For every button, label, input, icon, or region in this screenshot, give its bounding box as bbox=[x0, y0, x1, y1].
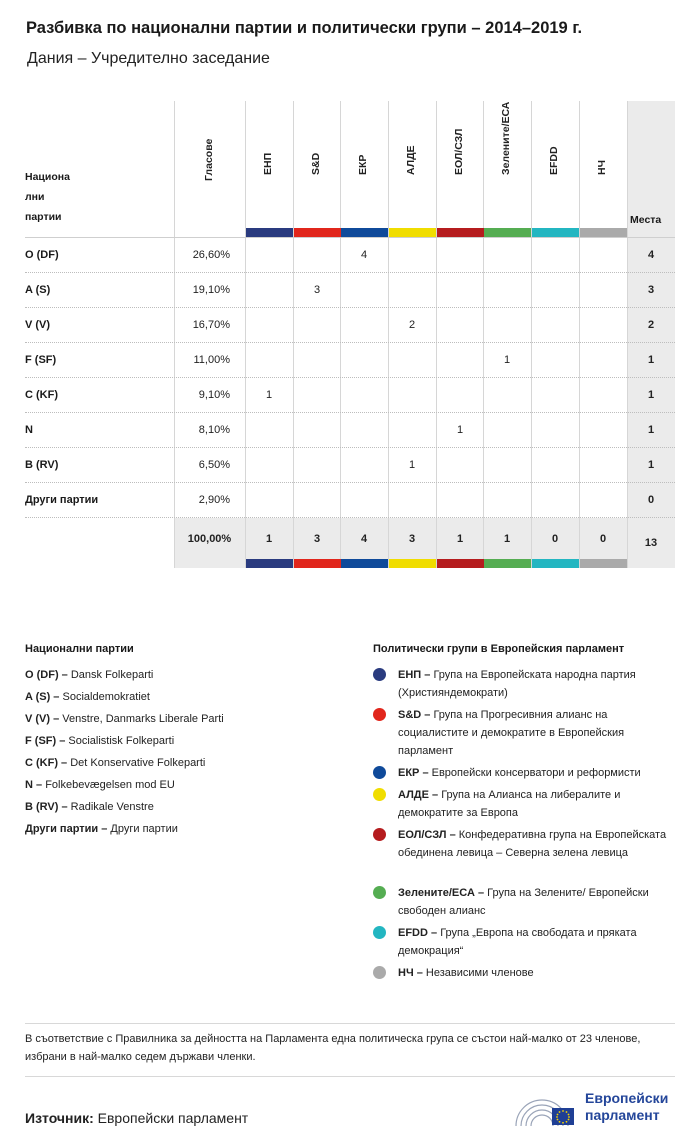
group-color-stripe bbox=[341, 228, 388, 237]
seat-count-cell bbox=[436, 237, 484, 272]
group-color-stripe bbox=[246, 559, 293, 568]
group-header-3: ЕКР bbox=[357, 154, 369, 175]
national-party-code: V (V) – bbox=[25, 713, 60, 725]
political-group-name: Група на Алианса на либералите и демократите за Европа bbox=[398, 789, 621, 819]
political-group-name: Независими членове bbox=[425, 967, 534, 979]
group-total-cell: 1 bbox=[503, 532, 511, 545]
group-header-2: S&D bbox=[310, 152, 322, 175]
seat-count-cell bbox=[293, 342, 341, 377]
seat-count-cell bbox=[436, 447, 484, 482]
votes-cell: 8,10% bbox=[198, 423, 230, 436]
seats-total-cell: 1 bbox=[647, 423, 655, 436]
group-header-5: ЕОЛ/СЗЛ bbox=[453, 128, 465, 175]
seat-count-cell: 1 bbox=[503, 353, 511, 366]
group-color-stripe bbox=[389, 559, 436, 568]
page-title: Разбивка по национални партии и политически групи – 2014–2019 г. bbox=[26, 19, 583, 37]
group-color-dot-icon bbox=[373, 966, 386, 979]
seat-count-cell bbox=[293, 307, 341, 342]
seat-count-cell: 3 bbox=[313, 283, 321, 296]
seats-total-cell: 2 bbox=[647, 318, 655, 331]
national-party-item bbox=[25, 801, 154, 813]
seat-count-cell bbox=[531, 412, 579, 447]
party-row-label: O (DF) bbox=[25, 248, 59, 261]
seat-count-cell: 1 bbox=[408, 458, 416, 471]
seat-count-cell bbox=[388, 377, 436, 412]
group-color-dot-icon bbox=[373, 668, 386, 681]
seat-count-cell bbox=[293, 447, 341, 482]
seat-count-cell bbox=[340, 342, 388, 377]
political-group-item bbox=[373, 786, 678, 826]
group-total-cell: 1 bbox=[456, 532, 464, 545]
political-group-code: НЧ – bbox=[398, 967, 423, 979]
seat-count-cell bbox=[579, 342, 627, 377]
seat-count-cell bbox=[436, 342, 484, 377]
group-color-stripe bbox=[389, 228, 436, 237]
political-group-item bbox=[373, 826, 678, 866]
national-party-code: C (KF) – bbox=[25, 757, 68, 769]
seat-count-cell: 2 bbox=[408, 318, 416, 331]
party-header-line: Национа bbox=[25, 171, 70, 183]
political-group-text bbox=[398, 706, 678, 760]
group-color-stripe bbox=[580, 559, 627, 568]
votes-cell: 11,00% bbox=[193, 353, 230, 366]
seat-count-cell: 1 bbox=[456, 423, 464, 436]
seats-total-cell: 1 bbox=[647, 353, 655, 366]
party-column-header bbox=[25, 167, 70, 227]
group-color-stripe bbox=[341, 559, 388, 568]
political-group-name: Група на Прогресивния алианс на социалистите и демократите в Европейския парламент bbox=[398, 709, 625, 757]
group-color-dot-icon bbox=[373, 708, 386, 721]
group-total-cell: 4 bbox=[360, 532, 368, 545]
seat-count-cell: 1 bbox=[265, 388, 273, 401]
parliament-hemicycle-icon bbox=[514, 1090, 576, 1130]
seat-count-cell bbox=[531, 482, 579, 517]
group-header-4: АЛДЕ bbox=[405, 145, 417, 175]
logo-line1: Европейски bbox=[585, 1090, 669, 1106]
seat-count-cell bbox=[483, 307, 531, 342]
political-group-item bbox=[373, 964, 678, 1004]
party-row-label: Други партии bbox=[25, 493, 99, 506]
group-total-cell: 0 bbox=[551, 532, 559, 545]
seat-count-cell bbox=[340, 307, 388, 342]
seat-count-cell bbox=[579, 237, 627, 272]
results-table bbox=[25, 101, 675, 568]
group-color-stripe bbox=[437, 559, 484, 568]
party-header-line: лни bbox=[25, 191, 45, 203]
seats-column-header: Места bbox=[630, 214, 662, 226]
seat-count-cell bbox=[245, 447, 293, 482]
political-group-name: Група на Зелените/ Европейски свободен алианс bbox=[398, 887, 649, 917]
political-group-text bbox=[398, 764, 678, 782]
political-group-text bbox=[398, 666, 678, 702]
seat-count-cell bbox=[531, 307, 579, 342]
group-color-stripe bbox=[484, 559, 531, 568]
group-total-cell: 1 bbox=[265, 532, 273, 545]
seat-count-cell bbox=[436, 272, 484, 307]
seat-count-cell bbox=[436, 307, 484, 342]
political-group-code: ЕКР – bbox=[398, 767, 429, 779]
seats-total-cell: 0 bbox=[647, 493, 655, 506]
seat-count-cell bbox=[388, 342, 436, 377]
party-header-line: партии bbox=[25, 211, 62, 223]
political-group-item bbox=[373, 884, 678, 924]
group-color-stripe bbox=[532, 559, 579, 568]
national-party-item bbox=[25, 779, 175, 791]
political-group-text bbox=[398, 964, 678, 982]
seat-count-cell bbox=[340, 272, 388, 307]
political-group-code: ЕОЛ/СЗЛ – bbox=[398, 829, 456, 841]
group-header-6: Зелените/ЕСА bbox=[500, 101, 512, 175]
seat-count-cell bbox=[388, 237, 436, 272]
logo-line2: парламент bbox=[585, 1107, 660, 1123]
group-color-stripe bbox=[246, 228, 293, 237]
seat-count-cell bbox=[388, 272, 436, 307]
political-group-name: Европейски консерватори и реформисти bbox=[431, 767, 641, 779]
seats-total-cell: 1 bbox=[647, 388, 655, 401]
seat-count-cell bbox=[293, 412, 341, 447]
seats-total-cell: 4 bbox=[647, 248, 655, 261]
political-group-code: EFDD – bbox=[398, 927, 438, 939]
party-row-label: N bbox=[25, 423, 33, 436]
national-party-name: Venstre, Danmarks Liberale Parti bbox=[62, 713, 224, 725]
seat-count-cell bbox=[293, 482, 341, 517]
national-party-name: Radikale Venstre bbox=[70, 801, 154, 813]
group-total-cell: 3 bbox=[313, 532, 321, 545]
divider bbox=[25, 1076, 675, 1077]
seat-count-cell bbox=[531, 447, 579, 482]
group-header-7: EFDD bbox=[548, 146, 560, 175]
group-color-stripe bbox=[294, 228, 341, 237]
seat-count-cell bbox=[388, 482, 436, 517]
party-row-label: C (KF) bbox=[25, 388, 58, 401]
group-color-stripe bbox=[437, 228, 484, 237]
votes-cell: 9,10% bbox=[198, 388, 230, 401]
votes-cell: 2,90% bbox=[198, 493, 230, 506]
seat-count-cell: 4 bbox=[360, 248, 368, 261]
seat-count-cell bbox=[340, 482, 388, 517]
seat-count-cell bbox=[483, 272, 531, 307]
seat-count-cell bbox=[245, 237, 293, 272]
seat-count-cell bbox=[245, 412, 293, 447]
party-row-label: B (RV) bbox=[25, 458, 59, 471]
seat-count-cell bbox=[531, 377, 579, 412]
seat-count-cell bbox=[483, 482, 531, 517]
national-party-name: Socialdemokratiet bbox=[62, 691, 150, 703]
party-row-label: A (S) bbox=[25, 283, 51, 296]
national-party-name: Други партии bbox=[110, 823, 178, 835]
seat-count-cell bbox=[245, 272, 293, 307]
seat-count-cell bbox=[579, 482, 627, 517]
group-total-cell: 0 bbox=[599, 532, 607, 545]
national-parties-title: Национални партии bbox=[25, 643, 134, 655]
national-party-code: B (RV) – bbox=[25, 801, 68, 813]
national-party-code: O (DF) – bbox=[25, 669, 68, 681]
political-group-code: S&D – bbox=[398, 709, 431, 721]
group-color-stripe bbox=[532, 228, 579, 237]
seat-count-cell bbox=[483, 447, 531, 482]
page-subtitle: Дания – Учредително заседание bbox=[27, 50, 270, 67]
group-color-stripe bbox=[294, 559, 341, 568]
source-line bbox=[25, 1110, 248, 1126]
political-group-item bbox=[373, 924, 678, 964]
seat-count-cell bbox=[340, 412, 388, 447]
seat-count-cell bbox=[245, 342, 293, 377]
group-color-stripe bbox=[580, 228, 627, 237]
source-value: Европейски парламент bbox=[97, 1110, 249, 1126]
seat-count-cell bbox=[531, 342, 579, 377]
seat-count-cell bbox=[293, 237, 341, 272]
group-color-dot-icon bbox=[373, 766, 386, 779]
national-party-item bbox=[25, 735, 174, 747]
seat-count-cell bbox=[245, 307, 293, 342]
national-party-item bbox=[25, 823, 178, 835]
political-group-item bbox=[373, 666, 678, 706]
political-group-text bbox=[398, 786, 678, 822]
footnote: В съответствие с Правилника за дейността на Парламента една политическа група се състои най-малко от 23 членове, избрани в най-малко седем държави членки. bbox=[25, 1033, 641, 1063]
group-color-stripe bbox=[484, 228, 531, 237]
seat-count-cell bbox=[293, 377, 341, 412]
seat-count-cell bbox=[340, 447, 388, 482]
national-party-item bbox=[25, 669, 153, 681]
seats-grand-total: 13 bbox=[644, 537, 658, 549]
seat-count-cell bbox=[245, 482, 293, 517]
political-group-text bbox=[398, 924, 678, 960]
votes-cell: 6,50% bbox=[198, 458, 230, 471]
seat-count-cell bbox=[436, 482, 484, 517]
seat-count-cell bbox=[436, 377, 484, 412]
seat-count-cell bbox=[531, 237, 579, 272]
seat-count-cell bbox=[483, 237, 531, 272]
seat-count-cell bbox=[579, 307, 627, 342]
political-group-code: ЕНП – bbox=[398, 669, 431, 681]
national-party-name: Det Konservative Folkeparti bbox=[70, 757, 206, 769]
seat-count-cell bbox=[483, 412, 531, 447]
seat-count-cell bbox=[579, 412, 627, 447]
national-party-item bbox=[25, 713, 224, 725]
national-party-name: Dansk Folkeparti bbox=[70, 669, 154, 681]
group-color-dot-icon bbox=[373, 828, 386, 841]
national-party-name: Socialistisk Folkeparti bbox=[68, 735, 175, 747]
seat-count-cell bbox=[388, 412, 436, 447]
party-row-label: F (SF) bbox=[25, 353, 57, 366]
seat-count-cell bbox=[579, 377, 627, 412]
national-party-code: N – bbox=[25, 779, 43, 791]
political-group-text bbox=[398, 884, 678, 920]
political-group-code: Зелените/ЕСА – bbox=[398, 887, 485, 899]
political-group-text bbox=[398, 826, 678, 862]
national-party-code: Други партии – bbox=[25, 823, 108, 835]
seat-count-cell bbox=[579, 447, 627, 482]
group-color-dot-icon bbox=[373, 886, 386, 899]
votes-column-header: Гласове bbox=[202, 138, 215, 181]
votes-cell: 26,60% bbox=[192, 248, 230, 261]
national-party-name: Folkebevægelsen mod EU bbox=[45, 779, 175, 791]
seat-count-cell bbox=[531, 272, 579, 307]
divider bbox=[25, 1023, 675, 1024]
group-total-cell: 3 bbox=[408, 532, 416, 545]
group-header-1: ЕНП bbox=[262, 152, 274, 175]
source-label: Източник: bbox=[25, 1110, 94, 1126]
seat-count-cell bbox=[340, 377, 388, 412]
political-group-code: АЛДЕ – bbox=[398, 789, 439, 801]
group-header-8: НЧ bbox=[596, 160, 608, 175]
political-group-name: Конфедеративна група на Европейската обединена левица – Северна зелена левица bbox=[398, 829, 667, 859]
political-group-name: Група на Европейската народна партия (Християндемократи) bbox=[398, 669, 636, 699]
votes-cell: 19,10% bbox=[192, 283, 230, 296]
national-party-item bbox=[25, 757, 205, 769]
seat-count-cell bbox=[483, 377, 531, 412]
seats-total-cell: 3 bbox=[647, 283, 655, 296]
national-party-code: A (S) – bbox=[25, 691, 60, 703]
political-group-item bbox=[373, 706, 678, 757]
national-party-item bbox=[25, 691, 150, 703]
national-party-code: F (SF) – bbox=[25, 735, 66, 747]
seats-total-cell: 1 bbox=[647, 458, 655, 471]
political-group-name: Група „Европа на свободата и пряката демокрация“ bbox=[398, 927, 637, 957]
votes-total-cell: 100,00% bbox=[187, 532, 232, 545]
european-parliament-logo bbox=[514, 1090, 679, 1130]
votes-cell: 16,70% bbox=[192, 318, 230, 331]
seat-count-cell bbox=[579, 272, 627, 307]
party-row-label: V (V) bbox=[25, 318, 51, 331]
group-color-dot-icon bbox=[373, 788, 386, 801]
political-groups-title: Политически групи в Европейския парламент bbox=[373, 643, 625, 655]
group-color-dot-icon bbox=[373, 926, 386, 939]
